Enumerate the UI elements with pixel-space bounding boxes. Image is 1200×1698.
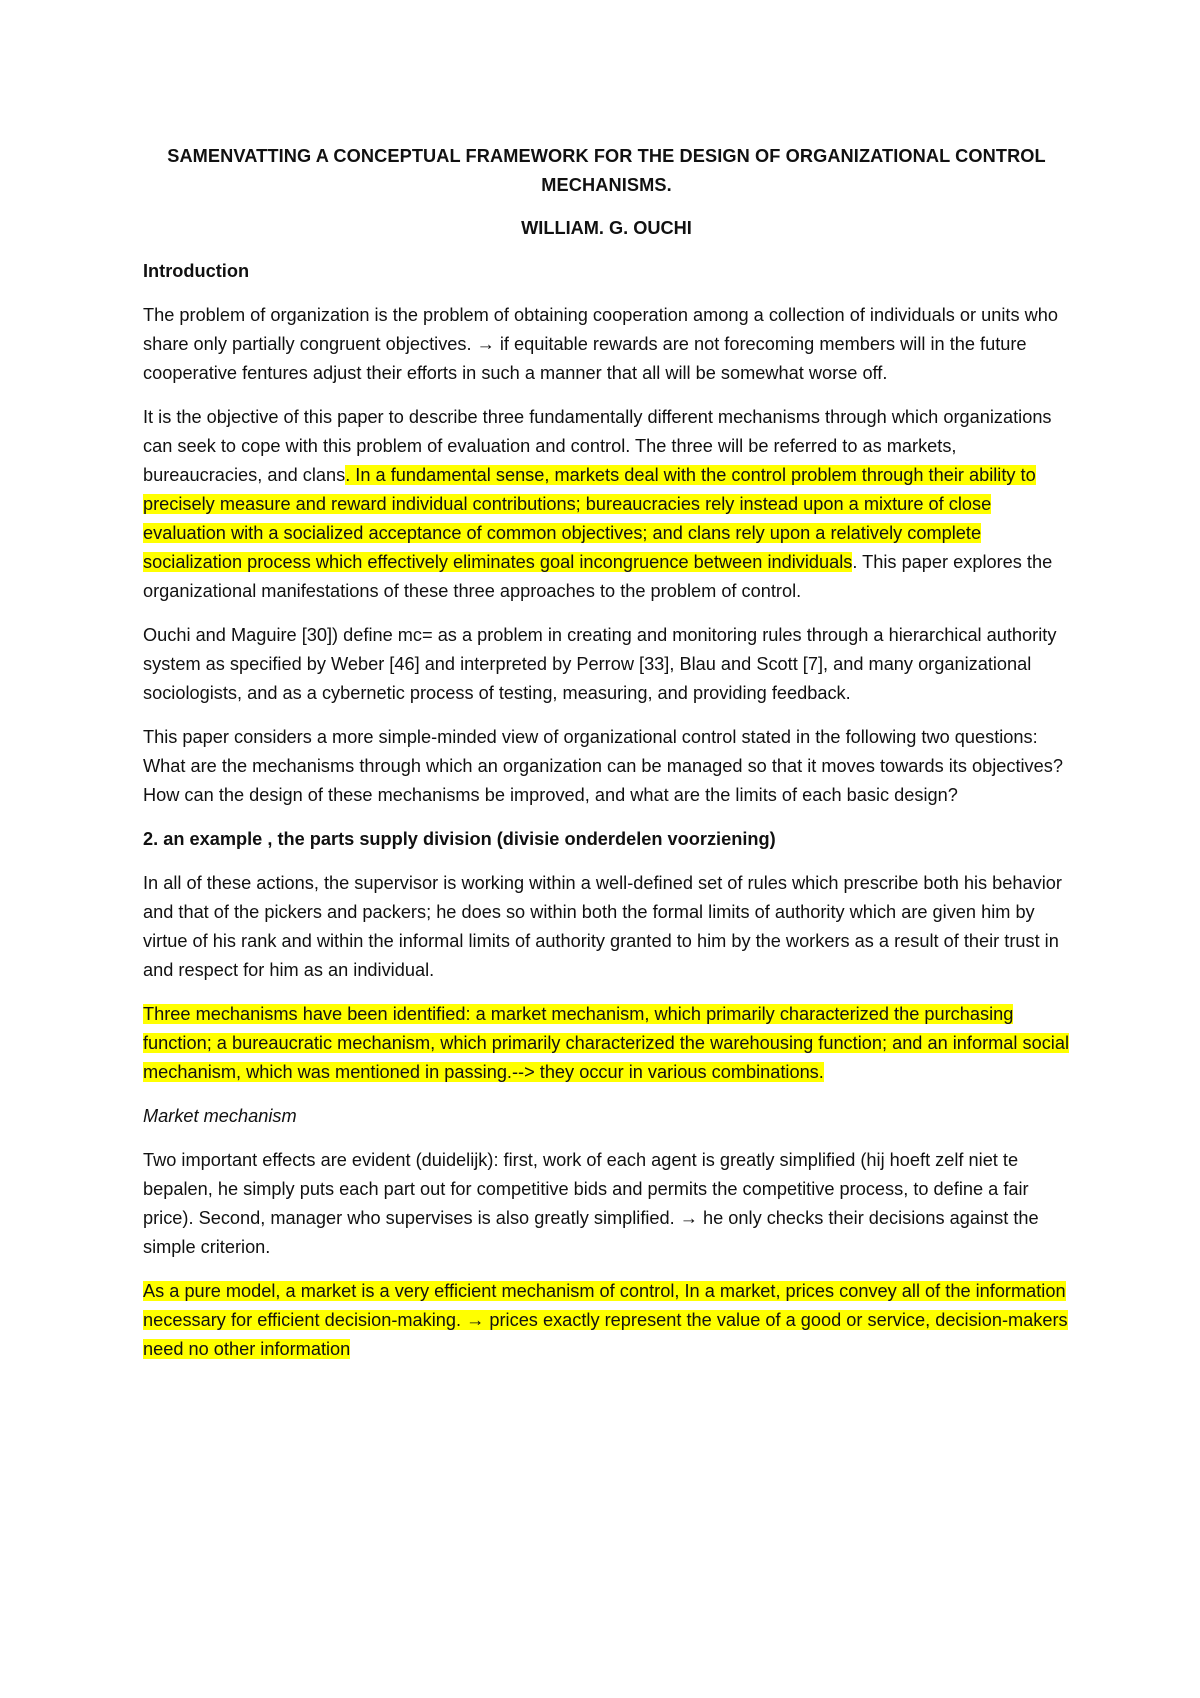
paragraph-pure-model xyxy=(143,1277,1070,1364)
highlighted-text: Three mechanisms have been identified: a market mechanism, which primarily characterized the purchasing function; a bureaucratic mechanism, which primarily characterized the warehousing function; and an informal social mechanism, which was mentioned in passing.--> they occur in various combinations. xyxy=(143,1004,1069,1082)
paragraph-objective xyxy=(143,403,1070,606)
paragraph-ouchi-maguire: Ouchi and Maguire [30]) define mc= as a problem in creating and monitoring rules through a hierarchical authority system as specified by Weber [46] and interpreted by Perrow [33], Blau and Scott [7], and many organizational sociologists, and as a cybernetic process of testing, measuring, and providing feedback. xyxy=(143,625,1057,703)
example-heading: 2. an example , the parts supply division (divisie onderdelen voorziening) xyxy=(143,829,776,849)
highlighted-text: As a pure model, a market is a very efficient mechanism of control, In a market, prices convey all of the information necessary for efficient decision-making. → prices exactly represent the value of a good or service, decision-makers need no other information xyxy=(143,1281,1068,1359)
paragraph-effects: Two important effects are evident (duidelijk): first, work of each agent is greatly simplified (hij hoeft zelf niet te bepalen, he simply puts each part out for competitive bids and permits the competitive process, to define a fair price). Second, manager who supervises is also greatly simplified. → he only checks their decisions against the simple criterion. xyxy=(143,1150,1039,1257)
document-title: SAMENVATTING A CONCEPTUAL FRAMEWORK FOR THE DESIGN OF ORGANIZATIONAL CONTROL MECHANISMS. xyxy=(167,146,1046,195)
paragraph-questions: This paper considers a more simple-minded view of organizational control stated in the following two questions: What are the mechanisms through which an organization can be managed so that it moves towards its objectives? How can the design of these mechanisms be improved, and what are the limits of each basic design? xyxy=(143,727,1063,805)
market-mechanism-heading: Market mechanism xyxy=(143,1106,297,1126)
paragraph-three-mechanisms xyxy=(143,1000,1070,1087)
document-author: WILLIAM. G. OUCHI xyxy=(521,218,692,238)
intro-heading: Introduction xyxy=(143,261,250,281)
highlighted-text: . In a fundamental sense, markets deal with the control problem through their ability to precisely measure and reward individual contributions; bureaucracies rely instead upon a mixture of close evaluation with a socialized acceptance of common objectives; and clans rely upon a relatively complete socialization process which effectively eliminates goal incongruence between individuals xyxy=(143,465,1036,572)
paragraph-supervisor: In all of these actions, the supervisor is working within a well-defined set of rules which prescribe both his behavior and that of the pickers and packers; he does so within both the formal limits of authority which are given him by virtue of his rank and within the informal limits of authority granted to him by the workers as a result of their trust in and respect for him as an individual. xyxy=(143,873,1062,980)
paragraph-objective-plain: It is the objective of this paper to describe three fundamentally different mechanisms through which organizations can seek to cope with this problem of evaluation and control. The three will be referred to as markets, bureaucracies, and clans xyxy=(143,407,1052,485)
paragraph-objective-tail: . This paper explores the organizational manifestations of these three approaches to the problem of control. xyxy=(143,552,1053,601)
paragraph-intro-problem: The problem of organization is the problem of obtaining cooperation among a collection of individuals or units who share only partially congruent objectives. → if equitable rewards are not forecoming members will in the future cooperative fentures adjust their efforts in such a manner that all will be somewhat worse off. xyxy=(143,305,1058,383)
